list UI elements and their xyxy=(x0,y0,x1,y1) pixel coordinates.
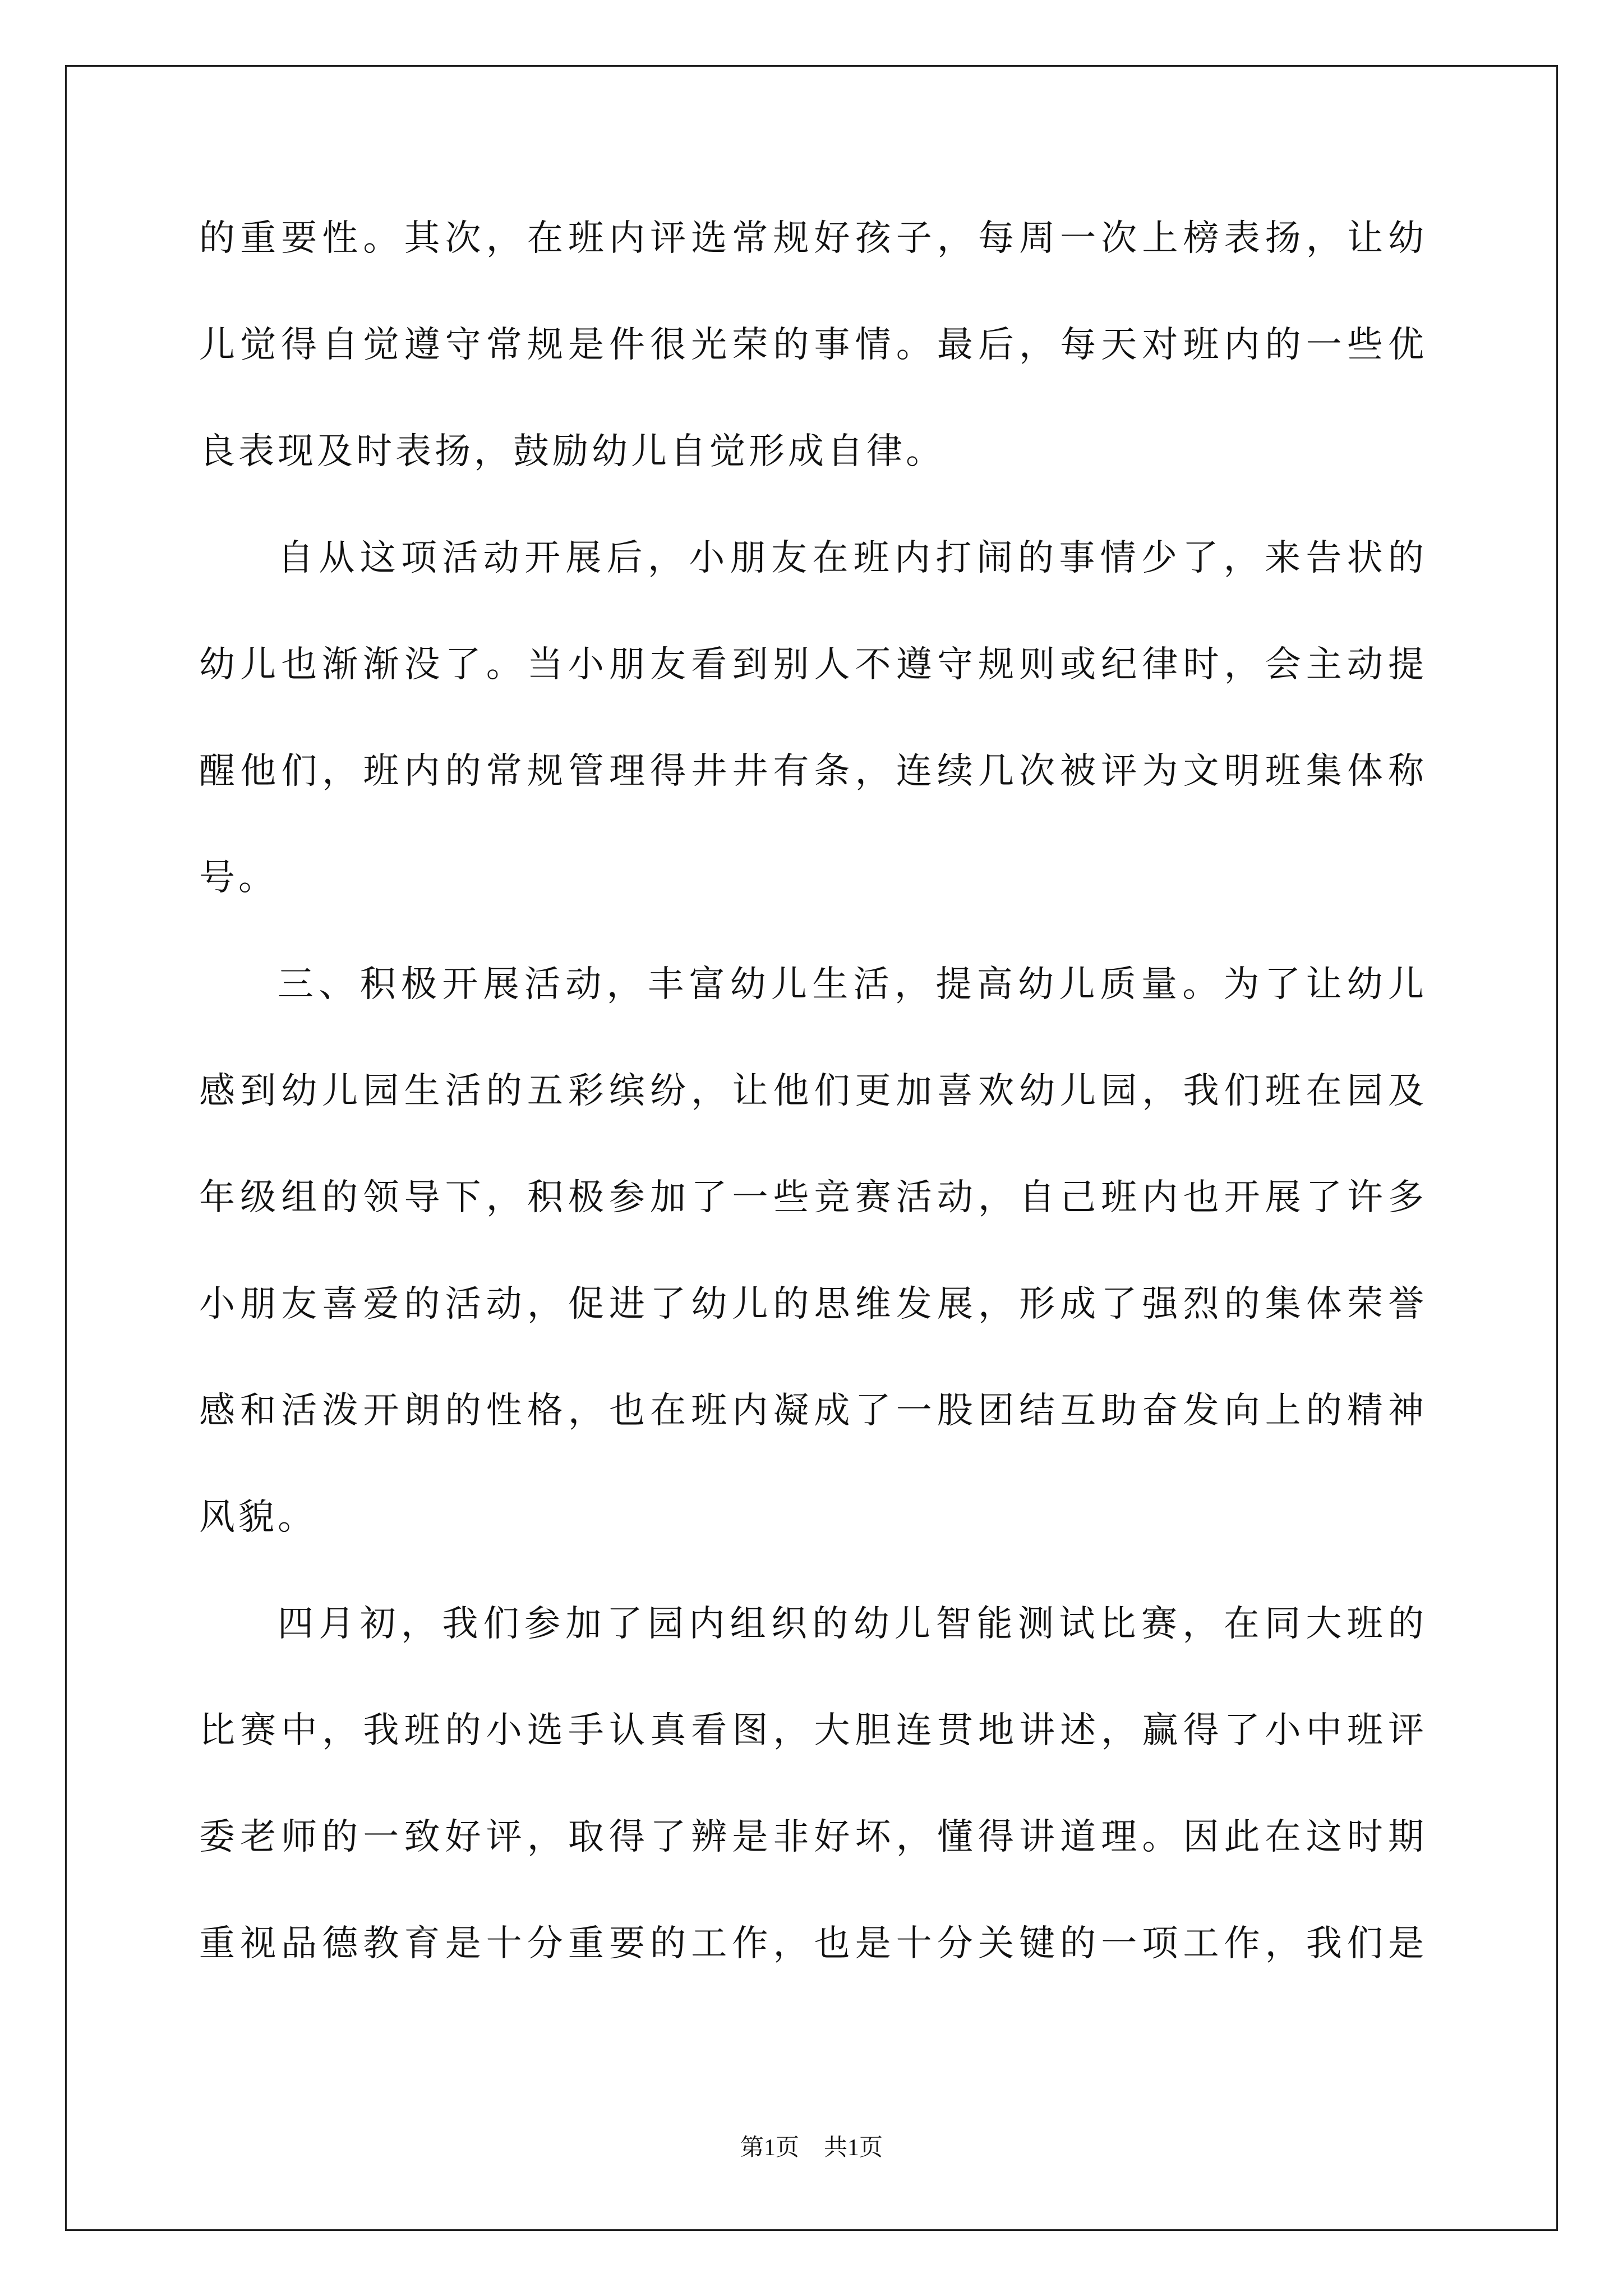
document-body xyxy=(199,185,1427,1997)
paragraph-1 xyxy=(199,185,1427,505)
text-line: 小朋友喜爱的活动，促进了幼儿的思维发展，形成了强烈的集体荣誉 xyxy=(199,1283,1427,1325)
text-line: 三、积极开展活动，丰富幼儿生活，提高幼儿质量。为了让幼儿 xyxy=(278,964,1427,1005)
page-number: 第1页 xyxy=(740,2135,799,2161)
text-line: 四月初，我们参加了园内组织的幼儿智能测试比赛，在同大班的 xyxy=(278,1603,1427,1645)
text-line: 感到幼儿园生活的五彩缤纷，让他们更加喜欢幼儿园，我们班在园及 xyxy=(199,1070,1427,1112)
text-line: 幼儿也渐渐没了。当小朋友看到别人不遵守规则或纪律时，会主动提 xyxy=(199,644,1427,685)
page-total: 共1页 xyxy=(824,2135,883,2161)
text-line: 自从这项活动开展后，小朋友在班内打闹的事情少了，来告状的 xyxy=(278,537,1427,579)
text-line: 醒他们，班内的常规管理得井井有条，连续几次被评为文明班集体称 xyxy=(199,751,1427,792)
paragraph-4 xyxy=(199,1571,1427,1997)
text-line: 委老师的一致好评，取得了辨是非好坏，懂得讲道理。因此在这时期 xyxy=(199,1816,1427,1858)
text-line: 重视品德教育是十分重要的工作，也是十分关键的一项工作，我们是 xyxy=(199,1923,1427,1964)
text-line: 儿觉得自觉遵守常规是件很光荣的事情。最后，每天对班内的一些优 xyxy=(199,324,1427,366)
text-line: 良表现及时表扬，鼓励幼儿自觉形成自律。 xyxy=(199,431,945,472)
paragraph-3 xyxy=(199,931,1427,1571)
text-line: 号。 xyxy=(199,857,278,899)
text-line: 的重要性。其次，在班内评选常规好孩子，每周一次上榜表扬，让幼 xyxy=(199,218,1427,259)
text-line: 感和活泼开朗的性格，也在班内凝成了一股团结互助奋发向上的精神 xyxy=(199,1390,1427,1432)
paragraph-2 xyxy=(199,505,1427,931)
page-footer xyxy=(0,2129,1623,2162)
text-line: 年级组的领导下，积极参加了一些竞赛活动，自己班内也开展了许多 xyxy=(199,1177,1427,1218)
text-line: 风貌。 xyxy=(199,1497,317,1538)
text-line: 比赛中，我班的小选手认真看图，大胆连贯地讲述，赢得了小中班评 xyxy=(199,1710,1427,1751)
